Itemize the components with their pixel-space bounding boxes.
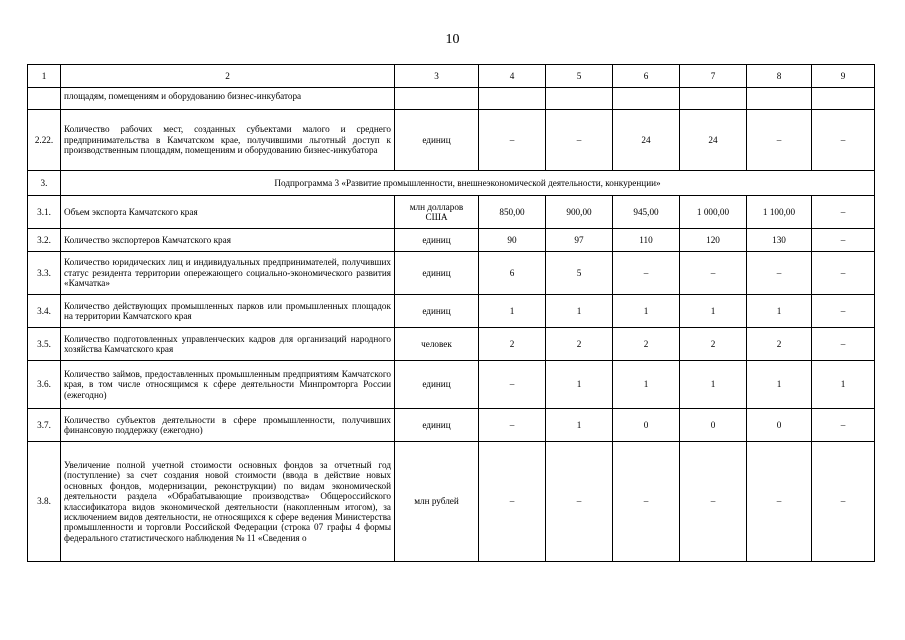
value-cell: – xyxy=(812,196,875,229)
section-row xyxy=(28,171,875,196)
value-cell: 110 xyxy=(613,229,680,252)
value-cell: 945,00 xyxy=(613,196,680,229)
indicators-table xyxy=(27,64,875,562)
value-cell xyxy=(479,88,546,110)
indicator-name-cell: Количество подготовленных управленческих кадров для организаций народного хозяйства Камчатского края xyxy=(61,328,395,361)
indicator-name-cell: площадям, помещениям и оборудованию бизнес-инкубатора xyxy=(61,88,395,110)
table-row xyxy=(28,328,875,361)
indicator-name-cell: Количество рабочих мест, созданных субъектами малого и среднего предпринимательства в Камчатском крае, получившими льготный доступ к производственным площадям, помещениям и оборудованию бизнес-инкубатора xyxy=(61,110,395,171)
value-cell: 24 xyxy=(680,110,747,171)
header-cell: 8 xyxy=(747,65,812,88)
value-cell: 1 xyxy=(680,295,747,328)
value-cell: 1 xyxy=(747,361,812,409)
value-cell: 130 xyxy=(747,229,812,252)
row-number-cell: 3.1. xyxy=(28,196,61,229)
value-cell xyxy=(747,88,812,110)
value-cell: – xyxy=(812,442,875,562)
value-cell: – xyxy=(680,252,747,295)
row-number-cell: 2.22. xyxy=(28,110,61,171)
header-cell: 2 xyxy=(61,65,395,88)
row-number-cell: 3.8. xyxy=(28,442,61,562)
table-row xyxy=(28,88,875,110)
value-cell: 6 xyxy=(479,252,546,295)
value-cell: 24 xyxy=(613,110,680,171)
value-cell: 0 xyxy=(613,409,680,442)
value-cell: 1 xyxy=(546,295,613,328)
value-cell xyxy=(812,88,875,110)
value-cell: 1 100,00 xyxy=(747,196,812,229)
value-cell: – xyxy=(812,252,875,295)
value-cell: – xyxy=(812,110,875,171)
value-cell: 120 xyxy=(680,229,747,252)
header-cell: 4 xyxy=(479,65,546,88)
value-cell: – xyxy=(747,110,812,171)
table-row xyxy=(28,196,875,229)
value-cell: 97 xyxy=(546,229,613,252)
value-cell: – xyxy=(747,252,812,295)
unit-cell: млн рублей xyxy=(395,442,479,562)
value-cell: 2 xyxy=(613,328,680,361)
header-cell: 1 xyxy=(28,65,61,88)
value-cell: 1 xyxy=(546,361,613,409)
value-cell: 2 xyxy=(546,328,613,361)
unit-cell: единиц xyxy=(395,409,479,442)
row-number-cell: 3.4. xyxy=(28,295,61,328)
unit-cell: единиц xyxy=(395,295,479,328)
unit-cell: единиц xyxy=(395,229,479,252)
value-cell: – xyxy=(812,409,875,442)
value-cell: – xyxy=(479,442,546,562)
row-number-cell: 3.5. xyxy=(28,328,61,361)
table-row xyxy=(28,110,875,171)
value-cell: 900,00 xyxy=(546,196,613,229)
unit-cell: единиц xyxy=(395,110,479,171)
indicator-name-cell: Количество юридических лиц и индивидуальных предпринимателей, получивших статус резидента территории опережающего социально-экономического развития «Камчатка» xyxy=(61,252,395,295)
header-cell: 9 xyxy=(812,65,875,88)
value-cell: – xyxy=(747,442,812,562)
value-cell: – xyxy=(613,442,680,562)
row-number-cell: 3.6. xyxy=(28,361,61,409)
value-cell: 1 xyxy=(812,361,875,409)
value-cell: 850,00 xyxy=(479,196,546,229)
unit-cell: человек xyxy=(395,328,479,361)
value-cell: 0 xyxy=(747,409,812,442)
value-cell: – xyxy=(479,110,546,171)
value-cell: 2 xyxy=(680,328,747,361)
value-cell: – xyxy=(546,442,613,562)
value-cell xyxy=(613,88,680,110)
value-cell: 1 000,00 xyxy=(680,196,747,229)
table-row xyxy=(28,229,875,252)
header-cell: 7 xyxy=(680,65,747,88)
header-cell: 3 xyxy=(395,65,479,88)
indicator-name-cell: Объем экспорта Камчатского края xyxy=(61,196,395,229)
table-row xyxy=(28,252,875,295)
value-cell: 90 xyxy=(479,229,546,252)
value-cell: 1 xyxy=(680,361,747,409)
value-cell: – xyxy=(812,229,875,252)
indicator-name-cell: Увеличение полной учетной стоимости основных фондов за отчетный год (поступление) за счет создания новой стоимости (ввода в действие новых основных фондов, модернизации, реконструкции) по видам экономической деятельности раздела «Обрабатывающие производства» Общероссийского классификатора видов экономической деятельности (накопленным итогом), за исключением видов деятельности, не относящихся к сфере ведения Министерства промышленности и торговли Российской Федерации (строка 07 графы 4 формы федерального статистического наблюдения № 11 «Сведения о xyxy=(61,442,395,562)
value-cell: – xyxy=(613,252,680,295)
value-cell: 1 xyxy=(613,295,680,328)
value-cell: – xyxy=(479,361,546,409)
value-cell: 2 xyxy=(747,328,812,361)
unit-cell: единиц xyxy=(395,361,479,409)
row-number-cell: 3.2. xyxy=(28,229,61,252)
header-cell: 5 xyxy=(546,65,613,88)
table-row xyxy=(28,409,875,442)
row-number-cell: 3. xyxy=(28,171,61,196)
table-row xyxy=(28,361,875,409)
indicator-name-cell: Количество экспортеров Камчатского края xyxy=(61,229,395,252)
value-cell: 1 xyxy=(747,295,812,328)
page-number: 10 xyxy=(445,32,460,47)
value-cell: 1 xyxy=(613,361,680,409)
value-cell: 5 xyxy=(546,252,613,295)
header-cell: 6 xyxy=(613,65,680,88)
indicator-name-cell: Количество действующих промышленных парков или промышленных площадок на территории Камчатского края xyxy=(61,295,395,328)
unit-cell: млн долларов США xyxy=(395,196,479,229)
table-row xyxy=(28,442,875,562)
section-title-cell: Подпрограмма 3 «Развитие промышленности, внешнеэкономической деятельности, конкуренции» xyxy=(61,171,875,196)
value-cell: 1 xyxy=(546,409,613,442)
table-header-row xyxy=(28,65,875,88)
value-cell: – xyxy=(680,442,747,562)
row-number-cell: 3.7. xyxy=(28,409,61,442)
value-cell xyxy=(546,88,613,110)
value-cell: 2 xyxy=(479,328,546,361)
table-row xyxy=(28,295,875,328)
value-cell: – xyxy=(812,295,875,328)
indicator-name-cell: Количество займов, предоставленных промышленным предприятиям Камчатского края, в том числе относящимся к сфере деятельности Минпромторга России (ежегодно) xyxy=(61,361,395,409)
value-cell: – xyxy=(479,409,546,442)
row-number-cell: 3.3. xyxy=(28,252,61,295)
value-cell: – xyxy=(812,328,875,361)
value-cell: – xyxy=(546,110,613,171)
unit-cell xyxy=(395,88,479,110)
indicator-name-cell: Количество субъектов деятельности в сфере промышленности, получивших финансовую поддержку (ежегодно) xyxy=(61,409,395,442)
value-cell: 1 xyxy=(479,295,546,328)
row-number-cell xyxy=(28,88,61,110)
unit-cell: единиц xyxy=(395,252,479,295)
value-cell xyxy=(680,88,747,110)
value-cell: 0 xyxy=(680,409,747,442)
